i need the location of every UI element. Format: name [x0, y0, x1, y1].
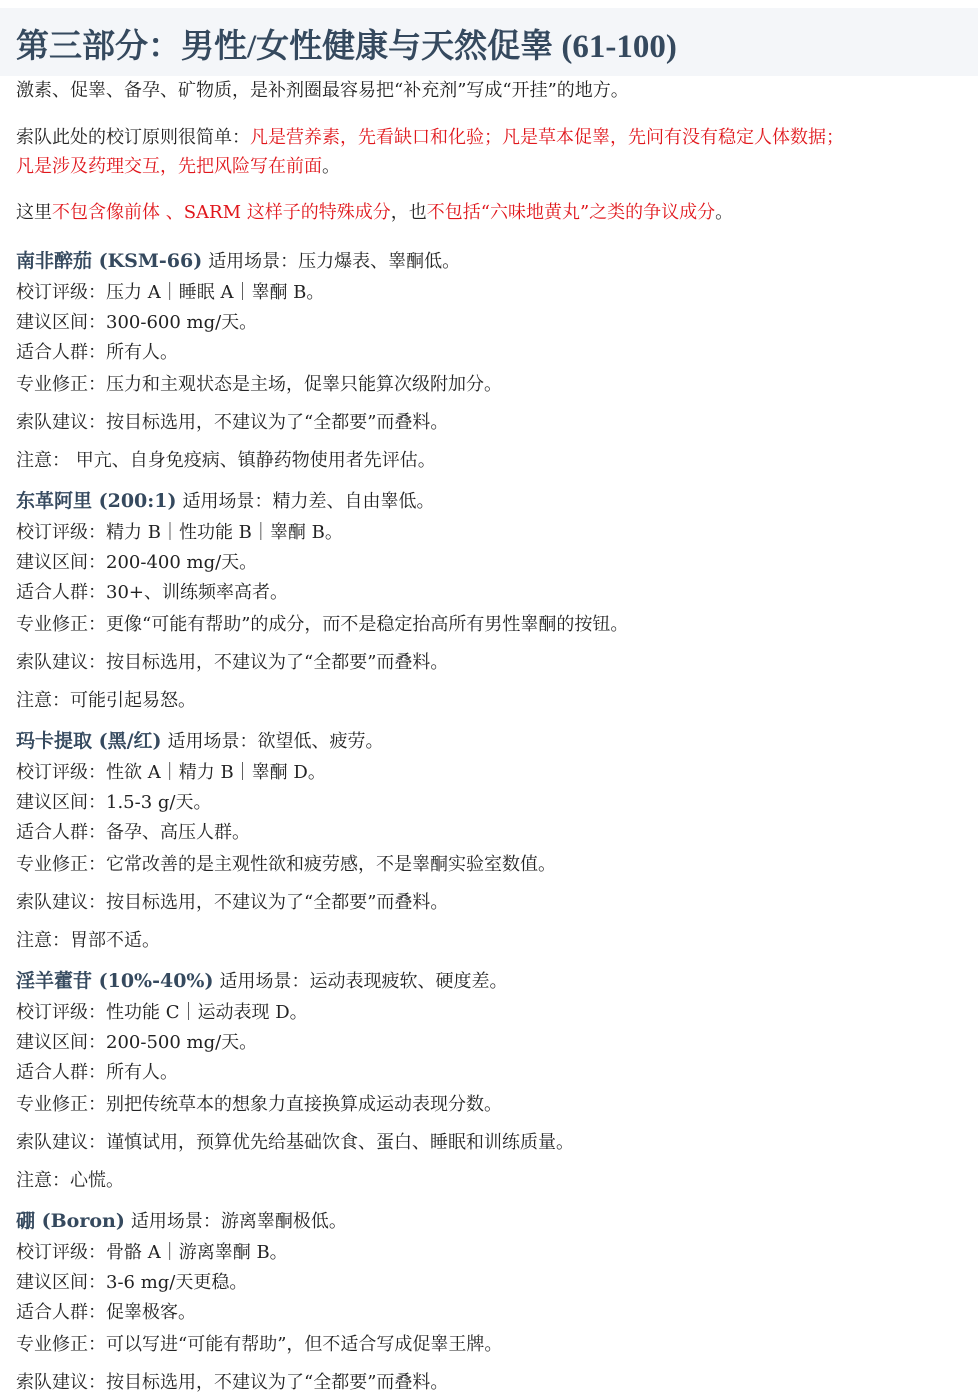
scope-highlight-2: 不包括“六味地黄丸”之类的争议成分 — [426, 202, 716, 223]
item-note: 注意：心慌。 — [16, 1170, 124, 1191]
scope-mid: ，也 — [390, 202, 427, 223]
item-name: 南非醉茄 (KSM-66) — [16, 250, 203, 272]
principle-highlight-1: 凡是营养素，先看缺口和化验；凡是草本促睾，先问有没有稳定人体数据； — [250, 127, 844, 148]
item-advice: 索队建议：按目标选用，不建议为了“全都要”而叠料。 — [16, 1372, 449, 1393]
item-scene: 适用场景：欲望低、疲劳。 — [167, 731, 384, 752]
intro-text: 激素、促睾、备孕、矿物质，是补剂圈最容易把“补充剂”写成“开挂”的地方。 — [16, 80, 629, 101]
item-audience: 适合人群：备孕、高压人群。 — [16, 822, 250, 843]
item-audience: 适合人群：所有人。 — [16, 1062, 178, 1083]
title-bar — [0, 8, 978, 76]
item-name: 淫羊藿苷 (10%-40%) — [16, 970, 214, 992]
item-correction: 专业修正：可以写进“可能有帮助”，但不适合写成促睾王牌。 — [16, 1334, 503, 1355]
item-rating: 校订评级：精力 B｜性功能 B｜睾酮 B。 — [16, 522, 343, 543]
item-rating: 校订评级：压力 A｜睡眠 A｜睾酮 B。 — [16, 282, 325, 303]
scope-prefix: 这里 — [16, 202, 52, 223]
item-scene: 适用场景：游离睾酮极低。 — [130, 1211, 347, 1232]
item-name: 玛卡提取 (黑/红) — [16, 730, 162, 752]
item-header — [16, 1209, 347, 1234]
item-scene: 适用场景：运动表现疲软、硬度差。 — [219, 971, 508, 992]
item-audience: 适合人群：所有人。 — [16, 342, 178, 363]
item-dose: 建议区间：200-400 mg/天。 — [16, 552, 258, 573]
item-dose: 建议区间：200-500 mg/天。 — [16, 1032, 258, 1053]
item-advice: 索队建议：按目标选用，不建议为了“全都要”而叠料。 — [16, 892, 449, 913]
item-dose: 建议区间：1.5-3 g/天。 — [16, 792, 212, 813]
item-rating: 校订评级：性功能 C｜运动表现 D。 — [16, 1002, 308, 1023]
item-header — [16, 489, 435, 514]
principle-paragraph-line1 — [16, 126, 844, 150]
item-correction: 专业修正：压力和主观状态是主场，促睾只能算次级附加分。 — [16, 374, 502, 395]
item-scene: 适用场景：压力爆表、睾酮低。 — [208, 251, 461, 272]
scope-paragraph — [16, 201, 733, 225]
scope-highlight-1: 不包含像前体 、SARM 这样子的特殊成分 — [52, 202, 391, 223]
item-dose: 建议区间：3-6 mg/天更稳。 — [16, 1272, 248, 1293]
item-note: 注意：胃部不适。 — [16, 930, 160, 951]
item-rating: 校订评级：性欲 A｜精力 B｜睾酮 D。 — [16, 762, 326, 783]
item-audience: 适合人群：30+、训练频率高者。 — [16, 582, 288, 603]
item-correction: 专业修正：别把传统草本的想象力直接换算成运动表现分数。 — [16, 1094, 502, 1115]
item-note: 注意： 甲亢、自身免疫病、镇静药物使用者先评估。 — [16, 450, 436, 471]
principle-prefix: 索队此处的校订原则很简单： — [16, 127, 250, 148]
item-correction: 专业修正：它常改善的是主观性欲和疲劳感，不是睾酮实验室数值。 — [16, 854, 556, 875]
item-note: 注意：可能引起易怒。 — [16, 690, 196, 711]
intro-paragraph — [16, 79, 629, 103]
item-header — [16, 249, 460, 274]
item-dose: 建议区间：300-600 mg/天。 — [16, 312, 258, 333]
item-scene: 适用场景：精力差、自由睾低。 — [182, 491, 435, 512]
principle-paragraph-line2 — [16, 155, 340, 179]
item-advice: 索队建议：按目标选用，不建议为了“全都要”而叠料。 — [16, 652, 449, 673]
item-header — [16, 729, 384, 754]
item-name: 硼 (Boron) — [16, 1210, 125, 1232]
item-advice: 索队建议：谨慎试用，预算优先给基础饮食、蛋白、睡眠和训练质量。 — [16, 1132, 574, 1153]
item-correction: 专业修正：更像“可能有帮助”的成分，而不是稳定抬高所有男性睾酮的按钮。 — [16, 614, 629, 635]
item-advice: 索队建议：按目标选用，不建议为了“全都要”而叠料。 — [16, 412, 449, 433]
item-audience: 适合人群：促睾极客。 — [16, 1302, 196, 1323]
item-rating: 校订评级：骨骼 A｜游离睾酮 B。 — [16, 1242, 288, 1263]
principle-highlight-2: 凡是涉及药理交互，先把风险写在前面 — [16, 156, 322, 177]
page-title: 第三部分：男性/女性健康与天然促睾 (61-100) — [16, 29, 677, 65]
item-name: 东革阿里 (200:1) — [16, 490, 177, 512]
item-header — [16, 969, 507, 994]
principle-end: 。 — [322, 156, 340, 177]
scope-end: 。 — [715, 202, 734, 223]
